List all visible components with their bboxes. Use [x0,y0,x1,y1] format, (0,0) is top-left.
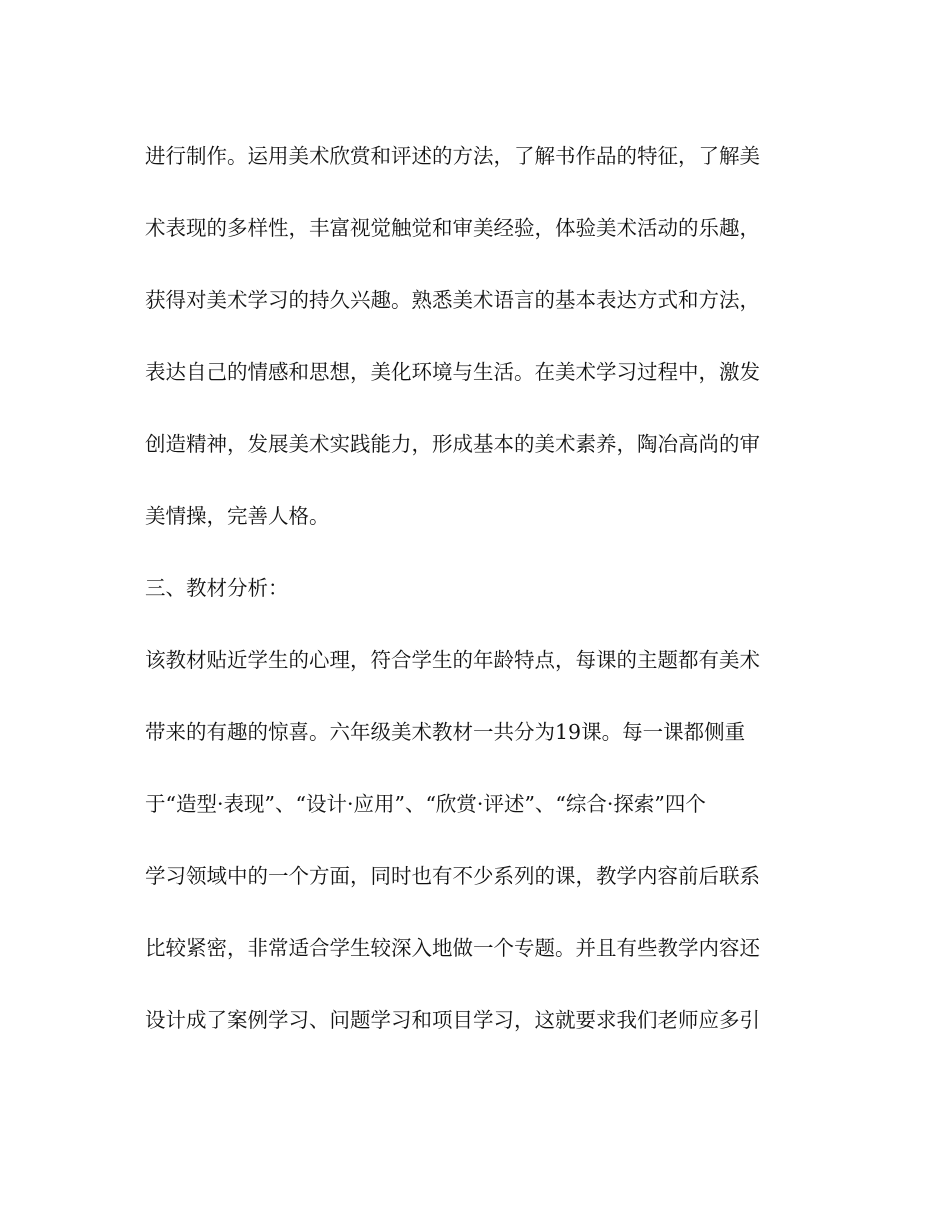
paragraph-line: 学习领域中的一个方面，同时也有不少系列的课，教学内容前后联系 [145,864,760,888]
paragraph-line: 美情操，完善人格。 [145,504,330,528]
paragraph-line: 比较紧密，非常适合学生较深入地做一个专题。并且有些教学内容还 [145,936,760,960]
paragraph-line: 该教材贴近学生的心理，符合学生的年龄特点，每课的主题都有美术 [145,648,760,672]
paragraph-line: 术表现的多样性，丰富视觉触觉和审美经验，体验美术活动的乐趣， [145,216,760,240]
paragraph-line: 创造精神，发展美术实践能力，形成基本的美术素养，陶冶高尚的审 [145,432,760,456]
paragraph-line: 表达自己的情感和思想，美化环境与生活。在美术学习过程中，激发 [145,360,760,384]
paragraph-line: 获得对美术学习的持久兴趣。熟悉美术语言的基本表达方式和方法， [145,288,760,312]
paragraph-line: 带来的有趣的惊喜。六年级美术教材一共分为19课。每一课都侧重 [145,720,746,744]
paragraph-line: 于“造型·表现”、“设计·应用”、“欣赏·评述”、“综合·探索”四个 [145,792,706,816]
paragraph-line: 设计成了案例学习、问题学习和项目学习，这就要求我们老师应多引 [145,1008,760,1032]
paragraph-line: 进行制作。运用美术欣赏和评述的方法，了解书作品的特征，了解美 [145,144,760,168]
section-heading: 三、教材分析： [145,576,289,600]
